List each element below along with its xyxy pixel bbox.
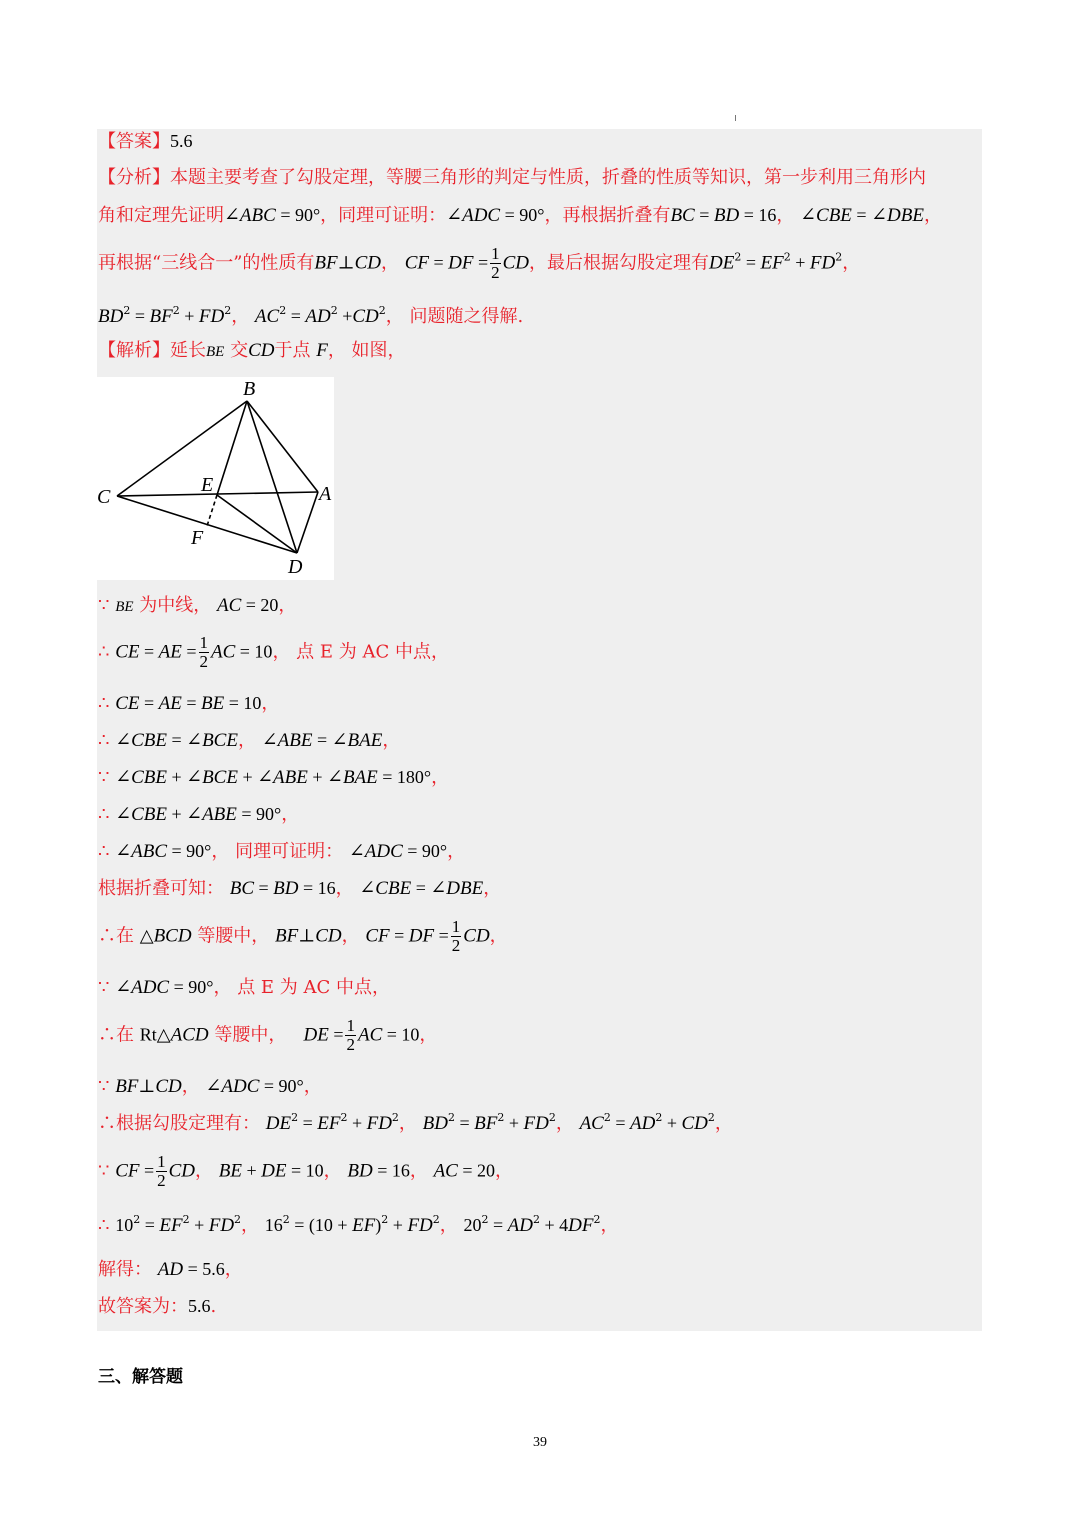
segment-BC: [117, 401, 247, 496]
step-5: ∵ ∠CBE + ∠BCE + ∠ABE + ∠BAE = 180°，: [98, 767, 450, 788]
label-C: C: [97, 486, 111, 508]
step-7: ∴ ∠ABC = 90°， 同理可证明： ∠ADC = 90°，: [98, 841, 466, 862]
answer-label: 【答案】: [98, 131, 170, 152]
step-2: ∴ CE = AE = $\frac{1}{2}$ AC = 10， 点 E 为 AC 中点，: [98, 633, 449, 671]
analysis-line-2: 角和定理先证明∠ABC = 90°，同理可证明：∠ADC = 90°，再根据折叠有BC = BD = 16， ∠CBE = ∠DBE，: [98, 205, 942, 226]
answer-line: [98, 129, 193, 154]
solution-intro: 【解析】延长BE 交CD于点 F， 如图，: [98, 340, 406, 361]
answer-value: 5.6: [170, 131, 193, 151]
geometry-svg: [97, 377, 334, 580]
segment-EF-dashed: [207, 495, 217, 526]
analysis-line-4: $BD^2 = BF^2 + FD^2$， $AC^2 = AD^2 +CD^2$， 问题随之得解.: [98, 304, 524, 327]
analysis-line-3: 再根据“三线合一”的性质有BF⊥CD， CF = DF = $\frac{1}{2}$ CD，最后根据勾股定理有$DE^2 = EF^2 + FD^2$，: [98, 244, 861, 282]
step-6: ∴ ∠CBE + ∠ABE = 90°，: [98, 804, 300, 825]
step-8: 根据折叠可知： BC = BD = 16， ∠CBE = ∠DBE，: [98, 878, 502, 899]
step-1: ∵ BE 为中线， AC = 20，: [98, 595, 297, 616]
label-E: E: [201, 474, 214, 496]
analysis-line-1: 【分析】本题主要考查了勾股定理，等腰三角形的判定与性质，折叠的性质等知识，第一步利用三角形内: [98, 167, 926, 188]
geometry-figure: [97, 377, 334, 580]
page-number: 39: [533, 1435, 547, 1450]
step-16: 解得： AD = 5.6，: [98, 1259, 243, 1280]
segment-BA: [247, 401, 318, 492]
step-9: ∴在 △BCD 等腰中， BF⊥CD， CF = DF = $\frac{1}{2}$ CD，: [98, 917, 508, 955]
segment-BD: [247, 401, 297, 553]
final-answer: 5.6: [188, 1296, 211, 1316]
step-4: ∴ ∠CBE = ∠BCE， ∠ABE = ∠BAE，: [98, 730, 401, 751]
label-F: F: [191, 527, 204, 549]
step-13: ∴根据勾股定理有： $DE^2 = EF^2 + FD^2$， $BD^2 = BF^2 + FD^2$， $AC^2 = AD^2 + CD^2$，: [98, 1111, 733, 1134]
label-A: A: [319, 483, 332, 505]
step-12: ∵ BF⊥CD， ∠ADC = 90°，: [98, 1076, 322, 1097]
label-B: B: [243, 378, 256, 400]
segment-BE: [217, 401, 247, 495]
step-10: ∵ ∠ADC = 90°， 点 E 为 AC 中点，: [98, 977, 391, 998]
segment-ED: [217, 495, 297, 553]
label-D: D: [288, 556, 303, 578]
step-3: ∴ CE = AE = BE = 10，: [98, 693, 280, 714]
top-mark: [735, 115, 736, 121]
step-17: 故答案为：5.6.: [98, 1296, 217, 1317]
step-15: ∴ $10^2 = EF^2 + FD^2$， $16^2 = (10 + EF)^2 + FD^2$， $20^2 = AD^2 + 4DF^2$，: [98, 1213, 619, 1236]
step-14: ∵ CF = $\frac{1}{2}$ CD， BE + DE = 10， BD = 16， AC = 20，: [98, 1152, 514, 1190]
segment-AD: [297, 492, 318, 553]
section-title: 三、解答题: [98, 1367, 183, 1387]
step-11: ∴在 Rt△ACD 等腰中， DE = $\frac{1}{2}$ AC = 10，: [98, 1016, 438, 1054]
